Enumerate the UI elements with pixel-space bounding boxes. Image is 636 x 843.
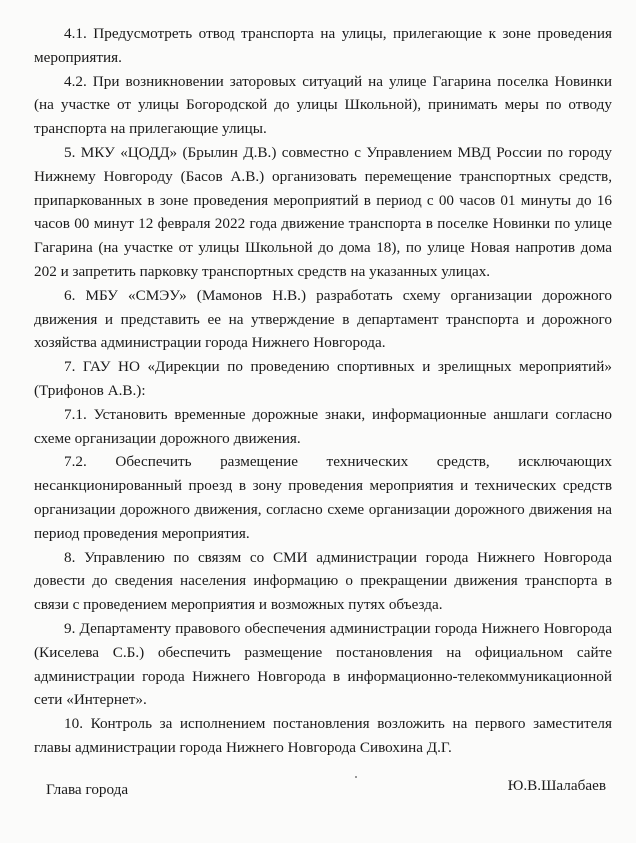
- document-body: [34, 22, 612, 760]
- signatory-role: Глава города: [46, 781, 129, 798]
- paragraph-5: 5. МКУ «ЦОДД» (Брылин Д.В.) совместно с Управлением МВД России по городу Нижнему Новгороду (Басов А.В.) организовать перемещение транспортных средств, припаркованных в зоне проведения мероприятий в период с 00 часов 01 минуты до 16 часов 00 минут 12 февраля 2022 года движение транспорта в поселке Новинки по улице Гагарина (на участке от улицы Школьной до дома 18), по улице Новая напротив дома 202 и запретить парковку транспортных средств на указанных улицах.: [34, 143, 612, 280]
- paragraph-10: 10. Контроль за исполнением постановления возложить на первого заместителя главы администрации города Нижнего Новгорода Сивохина Д.Г.: [34, 715, 612, 756]
- paragraph-7: 7. ГАУ НО «Дирекции по проведению спортивных и зрелищных мероприятий» (Трифонов А.В.):: [34, 358, 612, 399]
- paragraph-8: 8. Управлению по связям со СМИ администрации города Нижнего Новгорода довести до сведения населения информацию о прекращении движения транспорта в связи с проведением мероприятия и возможных путях объезда.: [34, 548, 612, 614]
- paragraph-9: 9. Департаменту правового обеспечения администрации города Нижнего Новгорода (Киселева С.Б.) обеспечить размещение постановления на официальном сайте администрации города Нижнего Новгорода в информационно-телекоммуникационной сети «Интернет».: [34, 619, 612, 709]
- paragraph-4-1: 4.1. Предусмотреть отвод транспорта на улицы, прилегающие к зоне проведения мероприятия.: [34, 25, 612, 66]
- paragraph-4-2: 4.2. При возникновении заторовых ситуаций на улице Гагарина поселка Новинки (на участке от улицы Богородской до улицы Школьной), принимать меры по отводу транспорта на прилегающие улицы.: [34, 72, 612, 138]
- paragraph-6: 6. МБУ «СМЭУ» (Мамонов Н.В.) разработать схему организации дорожного движения и представить ее на утверждение в департамент транспорта и дорожного хозяйства администрации города Нижнего Новгорода.: [34, 286, 612, 352]
- paragraph-7-1: 7.1. Установить временные дорожные знаки, информационные аншлаги согласно схеме организации дорожного движения.: [34, 405, 612, 447]
- paragraph-7-2: 7.2. Обеспечить размещение технических средств, исключающих несанкционированный проезд в зону проведения мероприятия и технических средств организации дорожного движения, согласно схеме организации дорожного движения на период проведения мероприятия.: [34, 453, 612, 542]
- scan-speck: [355, 776, 357, 778]
- signatory-name: Ю.В.Шалабаев: [507, 777, 606, 794]
